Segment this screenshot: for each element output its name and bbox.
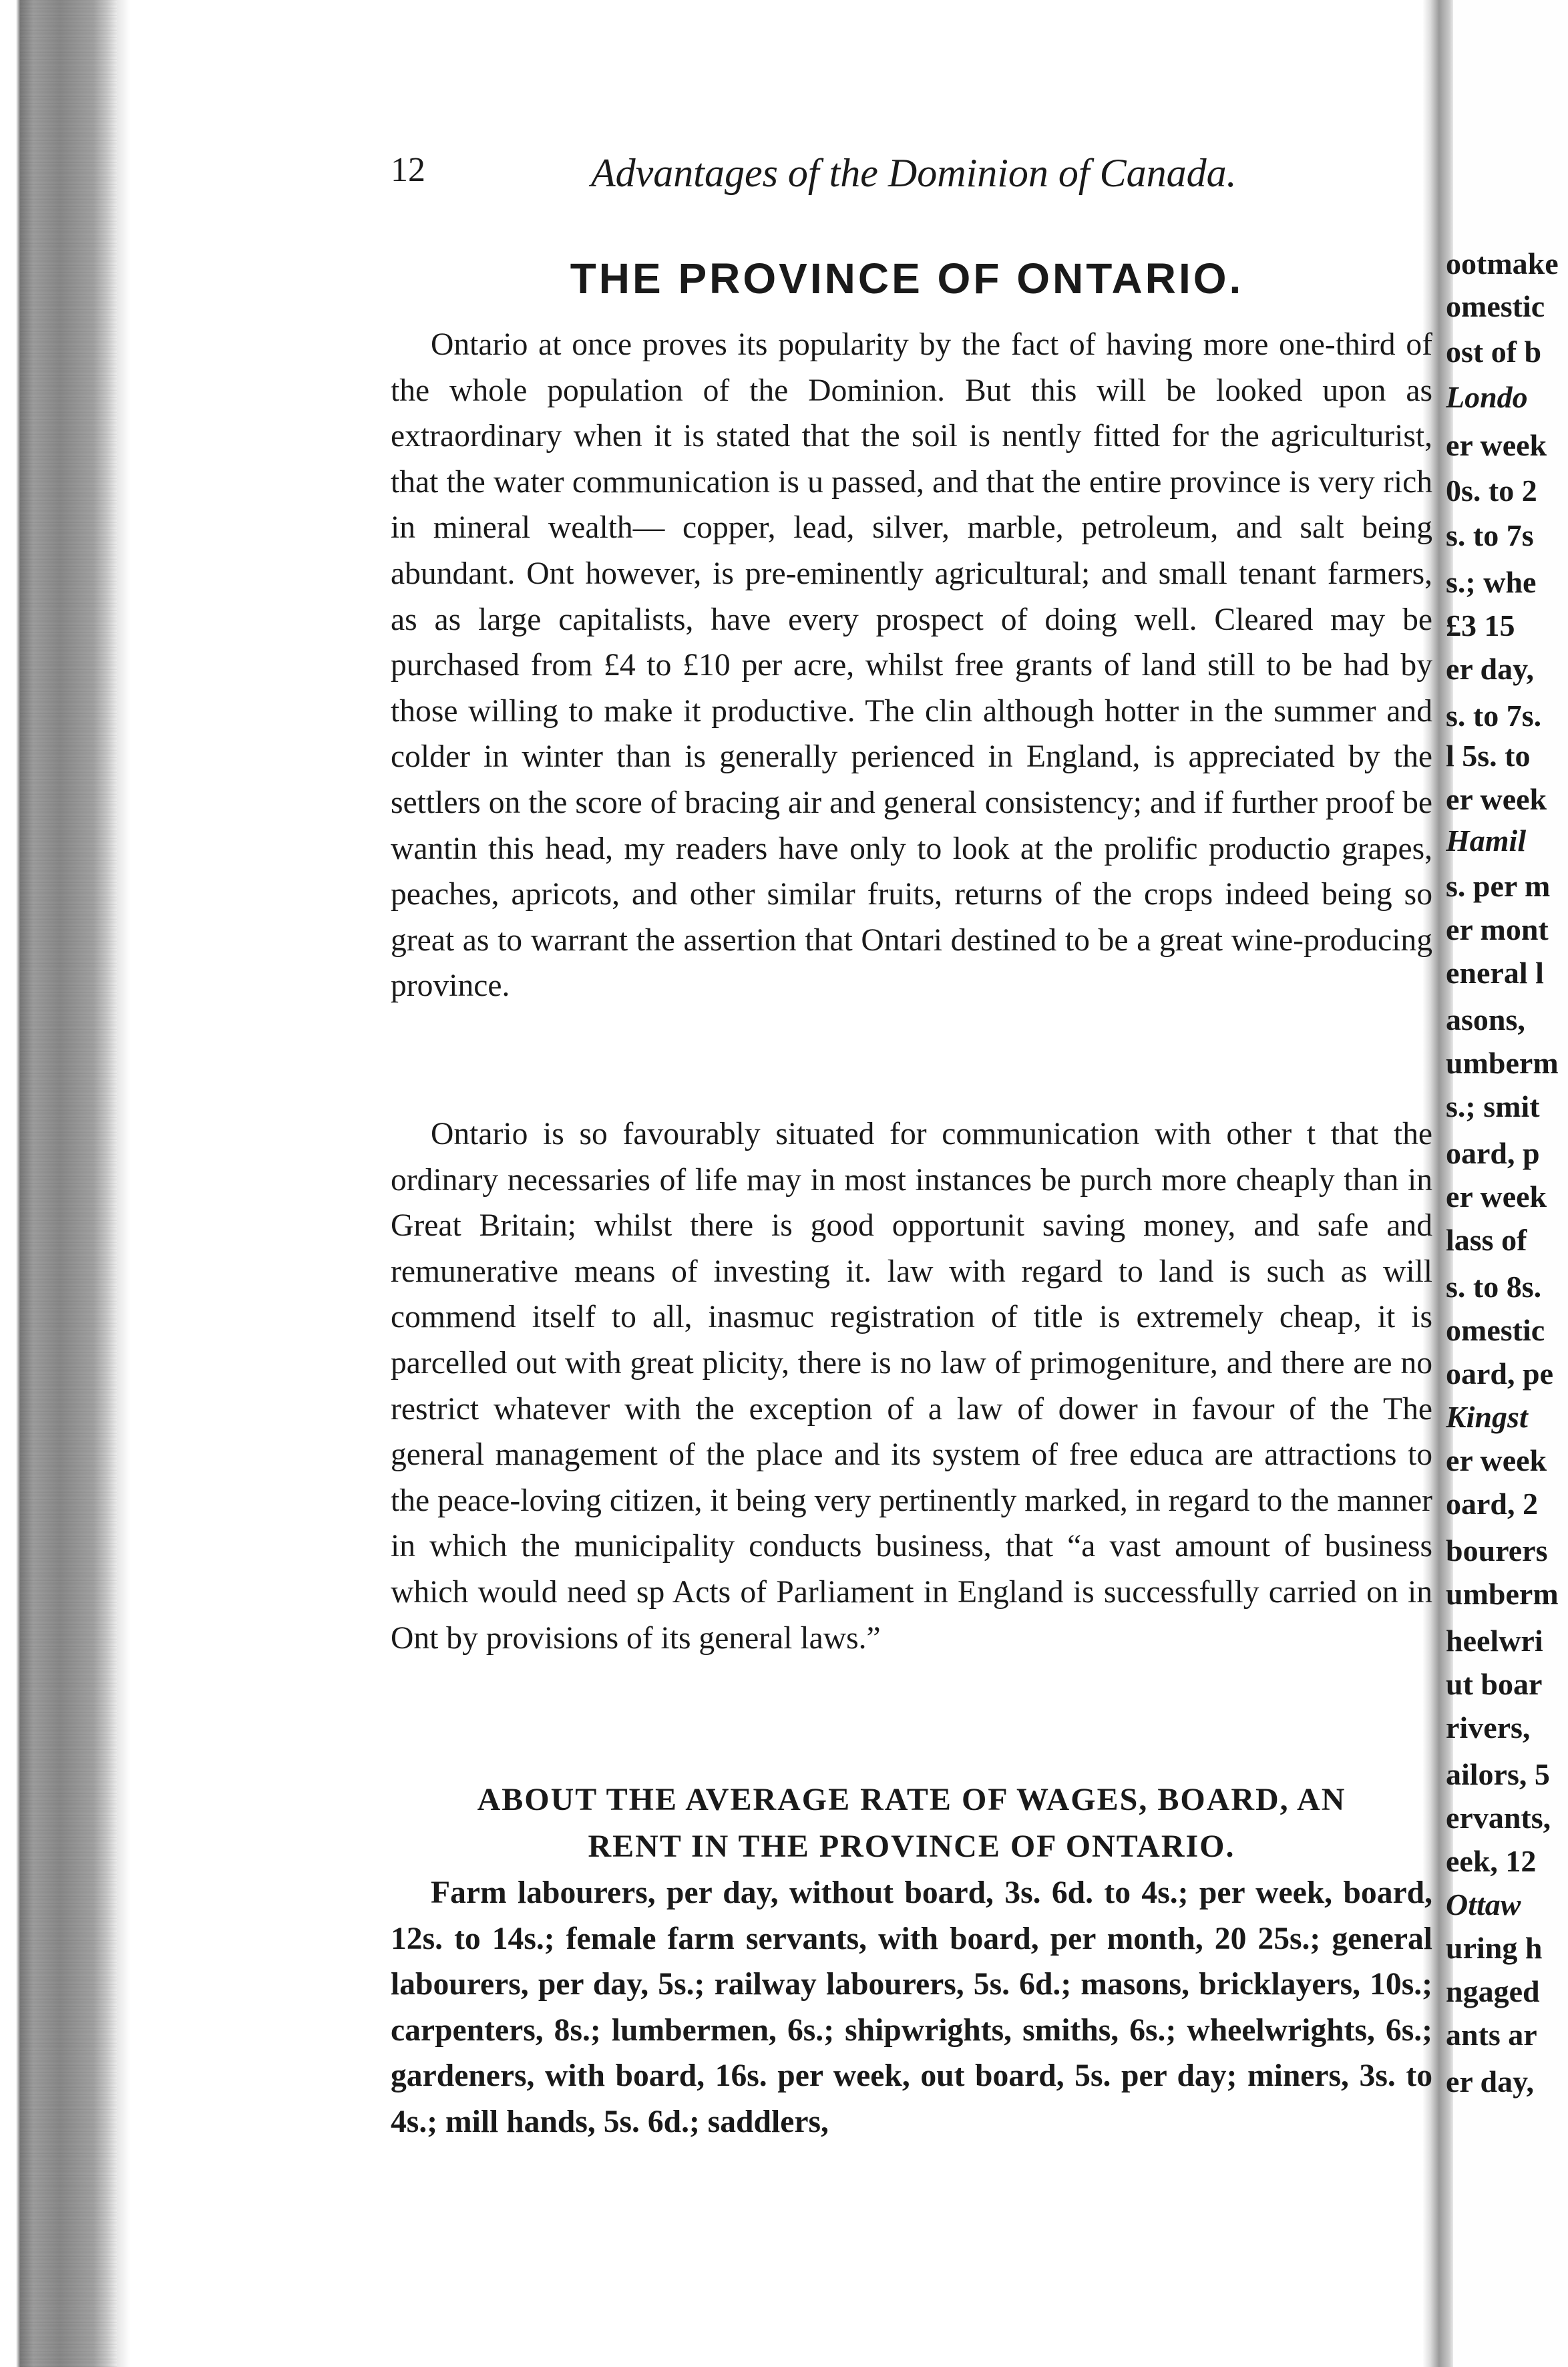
- paragraph-text: Farm labourers, per day, without board, 3s. 6d. to 4s.; per week, board, 12s. to 14s.; female farm servants, with board, per month, 20 25s.; general labourers, per day, 5s.; railway labourers, 5s. 6d.; masons, bricklayers, 10s.; carpenters, 8s.; lumbermen, 6s.; shipwrights, smiths, 6s.; wheelwrights, 6s.; gardeners, with board, 16s. per week, out board, 5s. per day; miners, 3s. to 4s.; mill hands, 5s. 6d.; saddlers,: [391, 1875, 1432, 2139]
- wages-heading-line: RENT IN THE PROVINCE OF ONTARIO.: [588, 1829, 1235, 1864]
- page-shadow: [117, 0, 130, 2367]
- adjacent-page-fragment: ailors, 5: [1446, 1757, 1550, 1791]
- adjacent-page-fragment: er week: [1446, 1179, 1547, 1214]
- adjacent-page-fragment: s. to 8s.: [1446, 1270, 1542, 1304]
- adjacent-page-fragment: oard, pe: [1446, 1356, 1553, 1391]
- adjacent-page-fragment: er day,: [1446, 2064, 1535, 2099]
- adjacent-page-fragment: ost of b: [1446, 335, 1542, 369]
- body-paragraph: [391, 322, 1432, 1148]
- body-paragraph: [391, 1111, 1432, 1783]
- adjacent-page-fragment: asons,: [1446, 1003, 1525, 1037]
- adjacent-page-fragment: s. to 7s: [1446, 518, 1534, 552]
- page-header: [391, 150, 1319, 197]
- adjacent-page-fragment: Hamil: [1446, 824, 1527, 858]
- adjacent-page-fragment: oard, p: [1446, 1136, 1540, 1170]
- adjacent-page-fragment: heelwri: [1446, 1624, 1543, 1658]
- wages-heading-line: ABOUT THE AVERAGE RATE OF WAGES, BOARD, AN: [477, 1782, 1346, 1817]
- adjacent-page-fragment: umberm: [1446, 1577, 1559, 1611]
- adjacent-page-fragment: rivers,: [1446, 1710, 1531, 1745]
- binding-texture: [20, 0, 120, 2367]
- adjacent-page-fragment: omestic: [1446, 1313, 1545, 1347]
- adjacent-page-fragment: er week: [1446, 782, 1547, 816]
- adjacent-page-fragment: er week: [1446, 428, 1547, 462]
- adjacent-page-fragment: Kingst: [1446, 1400, 1528, 1434]
- paragraph-text: Ontario at once proves its popularity by the fact of having more one-third of the whole population of the Dominion. But this will be looked upon as extraordinary when it is stated that the soil is nently fitted for the agriculturist, that the water communication is u passed, and that the entire province is very rich in mineral wealth— copper, lead, silver, marble, petroleum, and salt being abundant. Ont however, is pre-eminently agricultural; and small tenant farmers, as as large capitalists, have every prospect of doing well. Cleared may be purchased from £4 to £10 per acre, whilst free grants of land still to be had by those willing to make it productive. The clin although hotter in the summer and colder in winter than is generally perienced in England, is appreciated by the settlers on the score of bracing air and general consistency; and if further proof be wantin this head, my readers have only to look at the prolific productio grapes, peaches, apricots, and other similar fruits, returns of the crops indeed being so great as to warrant the assertion that Ontari destined to be a great wine-producing province.: [391, 327, 1432, 1004]
- adjacent-page-fragment: Londo: [1446, 380, 1528, 414]
- adjacent-page-fragment: s.; whe: [1446, 565, 1537, 599]
- wages-heading: [391, 1777, 1432, 1870]
- adjacent-page-fragment: l 5s. to: [1446, 739, 1531, 773]
- paragraph-text: Ontario is so favourably situated for communication with other t that the ordinary necessaries of life may in most instances be purch more cheaply than in Great Britain; whilst there is good opportunit saving money, and safe and remunerative means of investing it. law with regard to land is such as will commend itself to all, inasmuc registration of title is extremely cheap, it is parcelled out with great plicity, there is no law of primogeniture, and there are no restrict whatever with the exception of a law of dower in favour of the The general management of the place and its system of free educa are attractions to the peace-loving citizen, it being very pertinently marked, in regard to the manner in which the municipality conducts business, that “a vast amount of business which would need sp Acts of Parliament in England is successfully carried on in Ont by provisions of its general laws.”: [391, 1117, 1432, 1656]
- adjacent-page-fragment: s. to 7s.: [1446, 699, 1542, 733]
- section-title: THE PROVINCE OF ONTARIO.: [570, 254, 1244, 303]
- adjacent-page-fragment: ants ar: [1446, 2018, 1537, 2052]
- adjacent-page-column: [1446, 0, 1568, 2367]
- adjacent-page-fragment: bourers: [1446, 1533, 1548, 1568]
- adjacent-page-fragment: omestic: [1446, 289, 1545, 323]
- adjacent-page-fragment: ut boar: [1446, 1667, 1543, 1701]
- adjacent-page-fragment: lass of: [1446, 1223, 1527, 1257]
- adjacent-page-fragment: oard, 2: [1446, 1487, 1538, 1521]
- adjacent-page-fragment: ngaged: [1446, 1974, 1540, 2008]
- adjacent-page-fragment: £3 15: [1446, 608, 1515, 643]
- adjacent-page-fragment: eneral l: [1446, 956, 1544, 990]
- page-number: 12: [391, 151, 425, 189]
- adjacent-page-fragment: 0s. to 2: [1446, 474, 1537, 508]
- adjacent-page-fragment: uring h: [1446, 1931, 1543, 1965]
- adjacent-page-fragment: s. per m: [1446, 869, 1551, 903]
- adjacent-page-fragment: eek, 12: [1446, 1844, 1537, 1878]
- adjacent-page-fragment: s.; smit: [1446, 1089, 1540, 1123]
- adjacent-page-fragment: ervants,: [1446, 1801, 1551, 1835]
- wages-paragraph: [391, 1870, 1432, 2151]
- adjacent-page-fragment: er day,: [1446, 652, 1535, 686]
- adjacent-page-fragment: Ottaw: [1446, 1887, 1521, 1922]
- adjacent-page-fragment: umberm: [1446, 1046, 1559, 1080]
- running-title: Advantages of the Dominion of Canada.: [591, 151, 1237, 195]
- adjacent-page-fragment: er week: [1446, 1443, 1547, 1477]
- adjacent-page-fragment: er mont: [1446, 912, 1549, 946]
- adjacent-page-fragment: ootmake: [1446, 246, 1559, 281]
